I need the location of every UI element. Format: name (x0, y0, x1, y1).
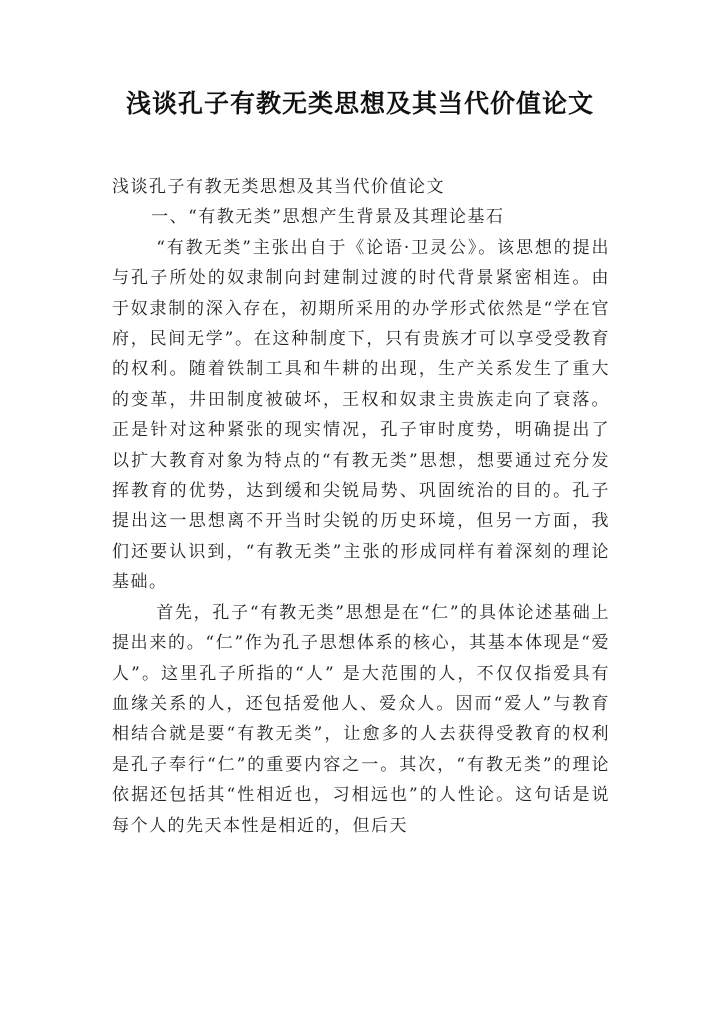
paragraph: 首先，孔子“有教无类”思想是在“仁”的具体论述基础上提出来的。“仁”作为孔子思想体系的核心，其基本体现是“爱人”。这里孔子所指的“人” 是大范围的人，不仅仅指爱具有血缘关系的人，还包括爱他人、爱众人。因而“爱人”与教育相结合就是要“有教无类”，让愈多的人去获得受教育的权利是孔子奉行“仁”的重要内容之一。其次，“有教无类”的理论依据还包括其“性相近也，习相远也”的人性论。这句话是说每个人的先天本性是相近的，但后天 (112, 602, 610, 836)
document-body (112, 172, 610, 841)
document-subtitle: 浅谈孔子有教无类思想及其当代价值论文 (112, 177, 445, 197)
page-title: 浅谈孔子有教无类思想及其当代价值论文 (125, 89, 594, 118)
paragraph: “有教无类”主张出自于《论语·卫灵公》。该思想的提出与孔子所处的奴隶制向封建制过渡的时代背景紧密相连。由于奴隶制的深入存在，初期所采用的办学形式依然是“学在官府，民间无学”。在这种制度下，只有贵族才可以享受受教育的权利。随着铁制工具和牛耕的出现，生产关系发生了重大的变革，井田制度被破坏，王权和奴隶主贵族走向了衰落。正是针对这种紧张的现实情况，孔子审时度势，明确提出了以扩大教育对象为特点的“有教无类”思想，想要通过充分发挥教育的优势，达到缓和尖锐局势、巩固统治的目的。孔子提出这一思想离不开当时尖锐的历史环境，但另一方面，我们还要认识到，“有教无类”主张的形成同样有着深刻的理论基础。 (112, 237, 610, 593)
section-heading: 一、“有教无类”思想产生背景及其理论基石 (151, 207, 505, 228)
